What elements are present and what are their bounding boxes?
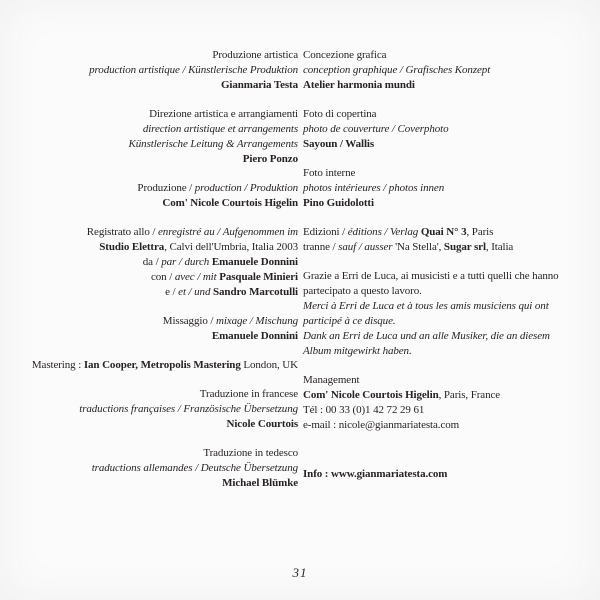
page-number: 31 [292,565,308,580]
credit-line [8,225,298,240]
text-segment: enregistré au / Aufgenommen im [158,226,298,238]
credit-line [303,269,595,284]
credit-line [8,240,298,255]
text-segment: Ian Cooper, Metropolis Mastering [83,359,241,371]
text-segment: Produzione artistica [212,49,298,61]
text-segment: Quai N° 3 [420,226,467,238]
text-segment: Mastering : [31,359,84,371]
credit-section [303,269,595,359]
text-segment: tranne / [303,241,339,253]
credit-line [8,181,298,196]
credit-line [303,388,595,403]
credit-line [8,78,298,93]
text-segment: Edizioni / [303,226,348,238]
text-segment: éditions / Verlag [347,226,419,238]
text-segment: Sugar srl [443,241,486,253]
text-segment: conception graphique / Grafisches Konzept [303,64,491,76]
credit-line [8,446,298,461]
credit-section [8,358,298,373]
text-segment: avec / mit [174,271,217,283]
text-segment: Grazie a Erri de Luca, ai musicisti e a tutti quelli che hanno [303,270,559,282]
text-segment: London, UK [240,359,298,371]
credit-line [8,417,298,432]
text-segment: production / Produktion [194,182,298,194]
credit-line [303,284,595,299]
text-segment: Tél : 00 33 (0)1 42 72 29 61 [303,404,425,416]
credit-section [8,387,298,432]
credit-line [8,402,298,417]
text-segment: par / durch [161,256,210,268]
credit-line [303,344,595,359]
text-segment: Piero Ponzo [242,153,298,165]
credit-line [8,329,298,344]
credit-line [303,225,595,240]
credit-section [303,373,595,433]
credit-line [303,403,595,418]
text-segment: mixage / Mischung [215,315,298,327]
credit-line [8,152,298,167]
credit-line [303,314,595,329]
credit-line [303,107,595,122]
credit-line [8,314,298,329]
text-segment: con / [150,271,175,283]
credits-right-column [303,48,595,496]
text-segment: Merci à Erri de Luca et à tous les amis musiciens qui ont [303,300,549,312]
text-segment: Sayoun / Wallis [303,138,375,150]
credit-section [8,314,298,344]
text-segment: , Italia [485,241,514,253]
text-segment: partecipato a questo lavoro. [303,285,422,297]
text-segment: , Paris, France [438,389,501,401]
text-segment: Management [303,374,360,386]
text-segment: Emanuele Donnini [211,256,298,268]
text-segment: production artistique / Künstlerische Produktion [89,64,298,76]
text-segment: Foto di copertina [303,108,377,120]
text-segment: Sandro Marcotulli [213,286,298,298]
credit-line [303,240,595,255]
text-segment: Gianmaria Testa [220,79,298,91]
credit-line [303,48,595,63]
credit-line [8,196,298,211]
credit-line [303,137,595,152]
credit-line [8,461,298,476]
text-segment: Album mitgewirkt haben. [303,345,412,357]
credit-section [303,107,595,152]
credit-line [303,63,595,78]
text-segment: traductions allemandes / Deutsche Übersetzung [91,462,298,474]
text-segment: sauf / ausser [338,241,393,253]
credit-line [8,358,298,373]
text-segment: Studio Elettra [99,241,165,253]
credit-section [303,467,595,482]
credit-line [8,137,298,152]
credit-line [8,107,298,122]
credit-line [303,299,595,314]
credit-line [8,63,298,78]
credit-line [8,122,298,137]
credit-line [8,270,298,285]
text-segment: traductions françaises / Französische Übersetzung [79,403,298,415]
credit-line [303,122,595,137]
text-segment: e-mail : nicole@gianmariatesta.com [303,419,460,431]
text-segment: da / [142,256,162,268]
text-segment: et / und [178,286,211,298]
text-segment: photo de couverture / Coverphoto [303,123,449,135]
credit-line [303,329,595,344]
text-segment: Concezione grafica [303,49,387,61]
text-segment: direction artistique et arrangements [142,123,298,135]
credit-line [303,181,595,196]
text-segment: e / [165,286,179,298]
credit-line [8,285,298,300]
text-segment: Künstlerische Leitung & Arrangements [128,138,298,150]
credit-section [8,446,298,491]
text-segment: Atelier harmonia mundi [303,79,415,91]
text-segment: Emanuele Donnini [211,330,298,342]
credit-line [8,255,298,270]
text-segment: Foto interne [303,167,356,179]
text-segment: participé à ce disque. [303,315,396,327]
text-segment: Traduzione in tedesco [203,447,298,459]
credit-line [303,78,595,93]
credit-line [303,467,595,482]
text-segment: Registrato allo / [86,226,159,238]
credit-section [303,166,595,211]
text-segment: 'Na Stella', [392,241,444,253]
credit-line [303,373,595,388]
credit-section [8,48,298,93]
credit-section [8,225,298,300]
text-segment: Info : www.gianmariatesta.com [303,468,448,480]
credit-line [8,387,298,402]
text-segment: Pasquale Minieri [219,271,298,283]
text-segment: photos intérieures / photos innen [303,182,445,194]
text-segment: , Calvi dell'Umbria, Italia 2003 [164,241,298,253]
credits-left-column [8,48,298,505]
credit-section [303,48,595,93]
credit-line [8,48,298,63]
credit-line [303,166,595,181]
text-segment: , Paris [466,226,494,238]
text-segment: Traduzione in francese [199,388,298,400]
credit-section [8,181,298,211]
credit-line [303,418,595,433]
credit-section [8,107,298,167]
text-segment: Pino Guidolotti [303,197,374,209]
credit-line [303,196,595,211]
text-segment: Com' Nicole Courtois Higelin [162,197,298,209]
text-segment: Com' Nicole Courtois Higelin [303,389,439,401]
text-segment: Nicole Courtois [226,418,298,430]
text-segment: Missaggio / [162,315,216,327]
text-segment: Dank an Erri de Luca und an alle Musiker, die an diesem [303,330,550,342]
credit-section [303,225,595,255]
text-segment: Produzione / [137,182,195,194]
text-segment: Michael Blümke [222,477,298,489]
credit-line [8,476,298,491]
text-segment: Direzione artistica e arrangiamenti [149,108,298,120]
